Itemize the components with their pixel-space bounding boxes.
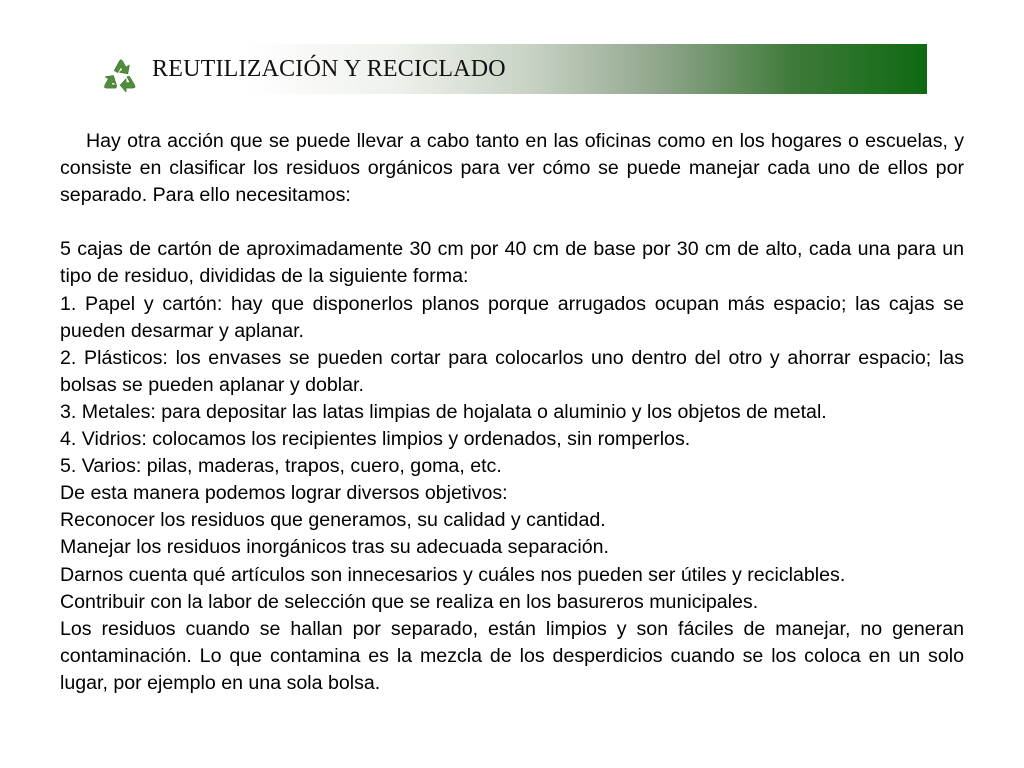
slide-title: REUTILIZACIÓN Y RECICLADO [152, 56, 506, 82]
slide-body [60, 128, 964, 697]
list-item-metals: 3. Metales: para depositar las latas limpias de hojalata o aluminio y los objetos de metal. [60, 400, 827, 423]
list-item-misc: 5. Varios: pilas, maderas, trapos, cuero, goma, etc. [60, 455, 502, 478]
list-item-paper: 1. Papel y cartón: hay que disponerlos planos porque arrugados ocupan más espacio; las cajas se pueden desarmar y aplanar. [60, 292, 964, 342]
intro-paragraph: Hay otra acción que se puede llevar a cabo tanto en las oficinas como en los hogares o escuelas, y consiste en clasificar los residuos orgánicos para ver cómo se puede manejar cada uno de ellos por separado. Para ello necesitamos: [60, 130, 964, 207]
list-item-glass: 4. Vidrios: colocamos los recipientes limpios y ordenados, sin romperlos. [60, 428, 691, 451]
objective-item: Darnos cuenta qué artículos son innecesarios y cuáles nos pueden ser útiles y reciclables. [60, 563, 846, 586]
closing-paragraph: Los residuos cuando se hallan por separado, están limpios y son fáciles de manejar, no generan contaminación. Lo que contamina es la mezcla de los desperdicios cuando se los coloca en un solo lugar, por ejemplo en una sola bolsa. [60, 617, 964, 694]
boxes-paragraph: 5 cajas de cartón de aproximadamente 30 cm por 40 cm de base por 30 cm de alto, cada una para un tipo de residuo, divididas de la siguiente forma: [60, 238, 964, 288]
paragraph-spacer [60, 209, 964, 236]
objectives-intro: De esta manera podemos lograr diversos objetivos: [60, 482, 508, 505]
recycle-icon [100, 52, 142, 94]
list-item-plastics: 2. Plásticos: los envases se pueden cortar para colocarlos uno dentro del otro y ahorrar espacio; las bolsas se pueden aplanar y doblar. [60, 346, 964, 396]
objective-item: Manejar los residuos inorgánicos tras su adecuada separación. [60, 536, 609, 559]
objective-item: Reconocer los residuos que generamos, su calidad y cantidad. [60, 509, 606, 532]
objective-item: Contribuir con la labor de selección que se realiza en los basureros municipales. [60, 590, 759, 613]
